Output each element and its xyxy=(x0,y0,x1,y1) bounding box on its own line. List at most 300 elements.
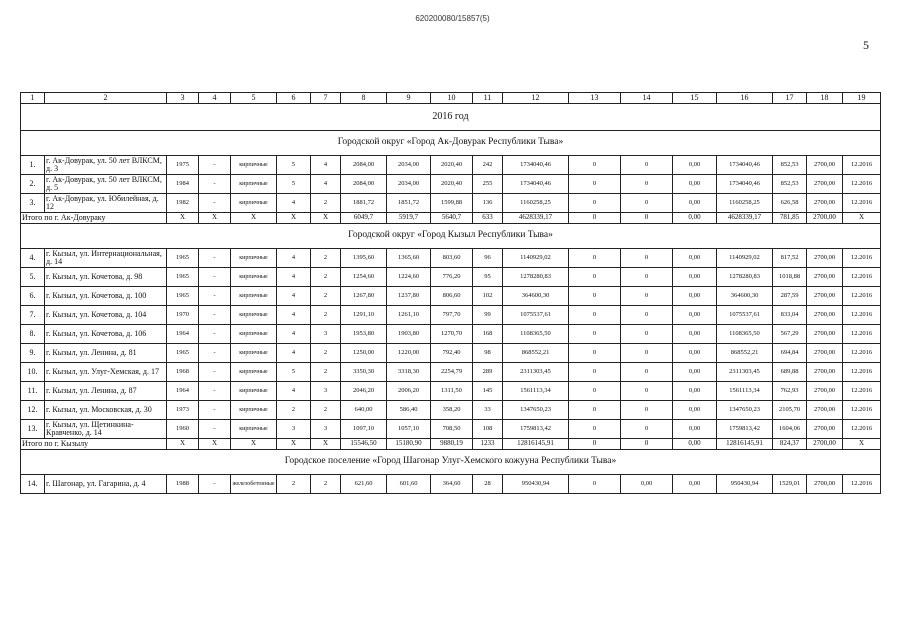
table-cell: - xyxy=(199,475,231,494)
table-cell: 136 xyxy=(473,194,503,213)
table-cell: 776,20 xyxy=(431,268,473,287)
total-cell: 5640,7 xyxy=(431,213,473,224)
table-cell: 4 xyxy=(277,306,311,325)
table-row xyxy=(21,401,881,420)
header-cell: 12 xyxy=(503,93,569,104)
table-cell: 0,00 xyxy=(673,175,717,194)
table-cell: 2700,00 xyxy=(807,363,843,382)
table-cell: г. Кызыл, ул. Кочетова, д. 104 xyxy=(45,306,167,325)
table-cell: - xyxy=(199,344,231,363)
table-cell: 2 xyxy=(277,475,311,494)
table-row xyxy=(21,175,881,194)
table-cell: 0 xyxy=(569,306,621,325)
table-cell: 2046,20 xyxy=(341,382,387,401)
total-cell: X xyxy=(311,213,341,224)
table-cell: 3 xyxy=(277,420,311,439)
total-cell: 781,85 xyxy=(773,213,807,224)
table-cell: 792,40 xyxy=(431,344,473,363)
table-cell: 1965 xyxy=(167,268,199,287)
table-cell: - xyxy=(199,306,231,325)
table-cell: 0 xyxy=(569,194,621,213)
table-cell: 3 xyxy=(311,325,341,344)
table-cell: 1960 xyxy=(167,420,199,439)
table-cell: кирпичные xyxy=(231,249,277,268)
table-cell: 852,53 xyxy=(773,175,807,194)
table-cell: 12.2016 xyxy=(843,401,881,420)
total-cell: X xyxy=(199,439,231,450)
table-cell: 1160258,25 xyxy=(503,194,569,213)
table-cell: 1903,80 xyxy=(387,325,431,344)
total-cell: X xyxy=(277,213,311,224)
table-cell: 0 xyxy=(569,325,621,344)
table-row xyxy=(21,475,881,494)
table-cell: 1261,10 xyxy=(387,306,431,325)
table-cell: 0,00 xyxy=(673,306,717,325)
table-cell: 0,00 xyxy=(621,475,673,494)
table-cell: 12.2016 xyxy=(843,325,881,344)
table-cell: г. Кызыл, ул. Кочетова, д. 106 xyxy=(45,325,167,344)
table-cell: 2700,00 xyxy=(807,156,843,175)
table-cell: 1988 xyxy=(167,475,199,494)
table-cell: 0,00 xyxy=(673,401,717,420)
table-cell: 694,84 xyxy=(773,344,807,363)
table-row xyxy=(21,194,881,213)
table-cell: кирпичные xyxy=(231,363,277,382)
total-label: Итого по г. Ак-Довураку xyxy=(21,213,167,224)
total-cell: X xyxy=(843,213,881,224)
table-cell: 108 xyxy=(473,420,503,439)
table-cell: - xyxy=(199,363,231,382)
section-title: Городское поселение «Город Шагонар Улуг-Хемского кожууна Республики Тыва» xyxy=(21,450,881,475)
table-cell: 1970 xyxy=(167,306,199,325)
table-cell: 168 xyxy=(473,325,503,344)
table-cell: 3 xyxy=(311,382,341,401)
header-cell: 1 xyxy=(21,93,45,104)
table-cell: 4 xyxy=(277,287,311,306)
table-cell: 0 xyxy=(569,287,621,306)
table-cell: 1057,10 xyxy=(387,420,431,439)
table-cell: 0,00 xyxy=(673,420,717,439)
header-cell: 5 xyxy=(231,93,277,104)
table-cell: 14. xyxy=(21,475,45,494)
table-cell: 102 xyxy=(473,287,503,306)
table-row xyxy=(21,268,881,287)
table-cell: 10. xyxy=(21,363,45,382)
table-cell: 33 xyxy=(473,401,503,420)
total-cell: X xyxy=(167,439,199,450)
total-cell: X xyxy=(277,439,311,450)
table-cell: 12.2016 xyxy=(843,475,881,494)
table-cell: 5 xyxy=(277,175,311,194)
table-cell: 1604,06 xyxy=(773,420,807,439)
table-cell: 1965 xyxy=(167,249,199,268)
table-cell: 1347650,23 xyxy=(717,401,773,420)
table-cell: 9. xyxy=(21,344,45,363)
table-cell: г. Кызыл, ул. Ленина, д. 87 xyxy=(45,382,167,401)
section-title: Городской округ «Город Ак-Довурак Республики Тыва» xyxy=(21,131,881,156)
table-cell: 0 xyxy=(569,175,621,194)
table-cell: 567,29 xyxy=(773,325,807,344)
table-cell: 1. xyxy=(21,156,45,175)
table-cell: 762,93 xyxy=(773,382,807,401)
table-cell: 0 xyxy=(621,363,673,382)
table-cell: 0,00 xyxy=(673,475,717,494)
table-cell: 4. xyxy=(21,249,45,268)
table-cell: 1267,80 xyxy=(341,287,387,306)
table-cell: 1968 xyxy=(167,363,199,382)
table-cell: 1982 xyxy=(167,194,199,213)
table-cell: 1108365,50 xyxy=(503,325,569,344)
table-cell: 96 xyxy=(473,249,503,268)
table-cell: - xyxy=(199,268,231,287)
table-cell: г. Кызыл, ул. Кочетова, д. 98 xyxy=(45,268,167,287)
table-cell: 12.2016 xyxy=(843,306,881,325)
header-row xyxy=(21,93,881,104)
table-row xyxy=(21,249,881,268)
total-cell: 9880,19 xyxy=(431,439,473,450)
table-cell: 2084,00 xyxy=(341,156,387,175)
total-cell: 5919,7 xyxy=(387,213,431,224)
table-cell: 0 xyxy=(621,268,673,287)
table-cell: 0 xyxy=(621,156,673,175)
table-cell: 1965 xyxy=(167,344,199,363)
table-cell: кирпичные xyxy=(231,156,277,175)
header-cell: 8 xyxy=(341,93,387,104)
header-cell: 9 xyxy=(387,93,431,104)
table-cell: г. Ак-Довурак, ул. 50 лет ВЛКСМ, д. 5 xyxy=(45,175,167,194)
table-cell: 4 xyxy=(277,344,311,363)
table-cell: 2700,00 xyxy=(807,420,843,439)
table-cell: 1018,88 xyxy=(773,268,807,287)
total-label: Итого по г. Кызылу xyxy=(21,439,167,450)
table-cell: 0 xyxy=(621,401,673,420)
table-cell: 0,00 xyxy=(673,325,717,344)
table-cell: 0 xyxy=(569,401,621,420)
table-row xyxy=(21,325,881,344)
table-cell: 4 xyxy=(277,325,311,344)
table-cell: 2700,00 xyxy=(807,175,843,194)
table-cell: 12.2016 xyxy=(843,194,881,213)
table-cell: 2 xyxy=(311,194,341,213)
table-cell: 12.2016 xyxy=(843,287,881,306)
table-cell: 0 xyxy=(569,156,621,175)
table-cell: кирпичные xyxy=(231,306,277,325)
table-cell: 852,53 xyxy=(773,156,807,175)
total-cell: 12816145,91 xyxy=(717,439,773,450)
table-cell: 3350,30 xyxy=(341,363,387,382)
table-cell: - xyxy=(199,287,231,306)
table-row xyxy=(21,363,881,382)
table-cell: 0 xyxy=(569,382,621,401)
table-cell: 1759813,42 xyxy=(503,420,569,439)
table-cell: 2006,20 xyxy=(387,382,431,401)
table-cell: 2 xyxy=(277,401,311,420)
table-cell: 12. xyxy=(21,401,45,420)
table-cell: г. Кызыл, ул. Московская, д. 30 xyxy=(45,401,167,420)
table-cell: 2 xyxy=(311,268,341,287)
housing-repair-table xyxy=(20,92,881,494)
table-cell: 242 xyxy=(473,156,503,175)
header-cell: 18 xyxy=(807,93,843,104)
table-cell: 1759813,42 xyxy=(717,420,773,439)
table-cell: 95 xyxy=(473,268,503,287)
table-cell: 287,59 xyxy=(773,287,807,306)
table-cell: 4 xyxy=(311,156,341,175)
table-cell: 0,00 xyxy=(673,156,717,175)
table-cell: 2700,00 xyxy=(807,306,843,325)
total-cell: 4628339,17 xyxy=(717,213,773,224)
table-cell: 2084,00 xyxy=(341,175,387,194)
table-cell: 358,20 xyxy=(431,401,473,420)
table-cell: 98 xyxy=(473,344,503,363)
table-cell: 4 xyxy=(311,175,341,194)
table-cell: 1108365,50 xyxy=(717,325,773,344)
table-cell: - xyxy=(199,401,231,420)
table-cell: 13. xyxy=(21,420,45,439)
table-cell: кирпичные xyxy=(231,268,277,287)
table-cell: 5 xyxy=(277,363,311,382)
table-cell: 2034,00 xyxy=(387,156,431,175)
table-cell: 0 xyxy=(569,475,621,494)
table-cell: 868552,21 xyxy=(503,344,569,363)
table-cell: г. Кызыл, ул. Интернациональная, д. 14 xyxy=(45,249,167,268)
table-cell: 2 xyxy=(311,344,341,363)
table-cell: 11. xyxy=(21,382,45,401)
header-cell: 19 xyxy=(843,93,881,104)
header-cell: 10 xyxy=(431,93,473,104)
total-cell: X xyxy=(231,213,277,224)
table-cell: кирпичные xyxy=(231,344,277,363)
table-cell: 1224,60 xyxy=(387,268,431,287)
total-cell: 0 xyxy=(569,213,621,224)
table-cell: 12.2016 xyxy=(843,156,881,175)
header-cell: 6 xyxy=(277,93,311,104)
table-cell: 0 xyxy=(621,287,673,306)
table-cell: 364600,30 xyxy=(717,287,773,306)
table-cell: 364600,30 xyxy=(503,287,569,306)
table-cell: 2700,00 xyxy=(807,287,843,306)
table-cell: 833,04 xyxy=(773,306,807,325)
table-cell: 1953,80 xyxy=(341,325,387,344)
table-cell: 1250,00 xyxy=(341,344,387,363)
table-cell: 5. xyxy=(21,268,45,287)
table-cell: 6. xyxy=(21,287,45,306)
table-cell: 364,60 xyxy=(431,475,473,494)
table-cell: 2700,00 xyxy=(807,382,843,401)
table-cell: 1291,10 xyxy=(341,306,387,325)
table-cell: 5 xyxy=(277,156,311,175)
table-cell: 2311303,45 xyxy=(717,363,773,382)
table-cell: - xyxy=(199,194,231,213)
page-number: 5 xyxy=(863,38,869,52)
table-cell: 586,40 xyxy=(387,401,431,420)
table-cell: - xyxy=(199,382,231,401)
table-cell: 2700,00 xyxy=(807,475,843,494)
table-cell: 2700,00 xyxy=(807,325,843,344)
table-cell: 803,60 xyxy=(431,249,473,268)
total-cell: 15180,90 xyxy=(387,439,431,450)
table-cell: 12.2016 xyxy=(843,268,881,287)
total-cell: 633 xyxy=(473,213,503,224)
table-cell: 3318,30 xyxy=(387,363,431,382)
total-cell: X xyxy=(843,439,881,450)
table-cell: 12.2016 xyxy=(843,420,881,439)
table-cell: 2034,00 xyxy=(387,175,431,194)
table-cell: 7. xyxy=(21,306,45,325)
table-cell: 0 xyxy=(621,249,673,268)
table-cell: 0,00 xyxy=(673,344,717,363)
table-cell: 0 xyxy=(621,175,673,194)
table-cell: 4 xyxy=(277,268,311,287)
table-cell: г. Кызыл, ул. Кочетова, д. 100 xyxy=(45,287,167,306)
table-cell: 1881,72 xyxy=(341,194,387,213)
table-cell: 12.2016 xyxy=(843,175,881,194)
table-cell: 99 xyxy=(473,306,503,325)
total-row xyxy=(21,439,881,450)
table-cell: 1964 xyxy=(167,382,199,401)
table-cell: 0,00 xyxy=(673,287,717,306)
total-cell: X xyxy=(199,213,231,224)
table-cell: 1311,50 xyxy=(431,382,473,401)
table-cell: 1561113,34 xyxy=(717,382,773,401)
table-row xyxy=(21,287,881,306)
table-cell: 0 xyxy=(569,420,621,439)
table-cell: кирпичные xyxy=(231,420,277,439)
table-cell: 806,60 xyxy=(431,287,473,306)
table-cell: - xyxy=(199,325,231,344)
table-cell: 1973 xyxy=(167,401,199,420)
table-cell: 868552,21 xyxy=(717,344,773,363)
table-cell: 2 xyxy=(311,475,341,494)
table-cell: 2020,40 xyxy=(431,156,473,175)
table-cell: - xyxy=(199,249,231,268)
table-cell: г. Ак-Довурак, ул. 50 лет ВЛКСМ, д. 3 xyxy=(45,156,167,175)
table-cell: 626,58 xyxy=(773,194,807,213)
table-cell: 2105,70 xyxy=(773,401,807,420)
table-cell: 1347650,23 xyxy=(503,401,569,420)
table-cell: 2 xyxy=(311,363,341,382)
total-cell: 0,00 xyxy=(673,213,717,224)
table-cell: 0,00 xyxy=(673,249,717,268)
table-cell: 1075537,61 xyxy=(717,306,773,325)
table-cell: 1278280,83 xyxy=(503,268,569,287)
table-cell: 817,52 xyxy=(773,249,807,268)
table-cell: кирпичные xyxy=(231,325,277,344)
table-cell: 0 xyxy=(621,325,673,344)
header-cell: 16 xyxy=(717,93,773,104)
total-cell: 12816145,91 xyxy=(503,439,569,450)
table-cell: г. Шагонар, ул. Гагарина, д. 4 xyxy=(45,475,167,494)
table-cell: кирпичные xyxy=(231,382,277,401)
table-cell: 0 xyxy=(621,420,673,439)
table-cell: 2. xyxy=(21,175,45,194)
table-cell: 255 xyxy=(473,175,503,194)
total-cell: 0 xyxy=(621,213,673,224)
table-cell: 0 xyxy=(621,194,673,213)
table-cell: - xyxy=(199,420,231,439)
table-cell: 1734040,46 xyxy=(717,175,773,194)
table-cell: 2700,00 xyxy=(807,249,843,268)
total-cell: 2700,00 xyxy=(807,213,843,224)
table-row xyxy=(21,344,881,363)
header-cell: 11 xyxy=(473,93,503,104)
table-cell: 1734040,46 xyxy=(717,156,773,175)
section-row xyxy=(21,450,881,475)
total-cell: 6049,7 xyxy=(341,213,387,224)
table-cell: 1965 xyxy=(167,287,199,306)
total-row xyxy=(21,213,881,224)
table-cell: 1160258,25 xyxy=(717,194,773,213)
table-cell: 2700,00 xyxy=(807,268,843,287)
table-row xyxy=(21,382,881,401)
section-row xyxy=(21,131,881,156)
table-cell: г. Кызыл, ул. Ленина, д. 81 xyxy=(45,344,167,363)
table-cell: 689,88 xyxy=(773,363,807,382)
header-cell: 7 xyxy=(311,93,341,104)
table-cell: 0,00 xyxy=(673,363,717,382)
table-cell: 0 xyxy=(569,363,621,382)
table-cell: 1964 xyxy=(167,325,199,344)
total-cell: 1233 xyxy=(473,439,503,450)
section-row xyxy=(21,224,881,249)
table-cell: 1140929,02 xyxy=(717,249,773,268)
table-cell: 0 xyxy=(569,249,621,268)
total-cell: 0 xyxy=(569,439,621,450)
header-cell: 14 xyxy=(621,93,673,104)
table-cell: 1734040,46 xyxy=(503,156,569,175)
table-cell: 1599,88 xyxy=(431,194,473,213)
document-id: 620200080/15857(5) xyxy=(415,14,490,23)
header-cell: 3 xyxy=(167,93,199,104)
table-cell: 0 xyxy=(569,268,621,287)
table-cell: 0 xyxy=(621,344,673,363)
table-cell: г. Кызыл, ул. Щетинкина-Кравченко, д. 14 xyxy=(45,420,167,439)
total-cell: 824,37 xyxy=(773,439,807,450)
table-cell: 1097,10 xyxy=(341,420,387,439)
table-cell: 12.2016 xyxy=(843,249,881,268)
table-cell: 2311303,45 xyxy=(503,363,569,382)
table-cell: 0 xyxy=(621,382,673,401)
total-cell: X xyxy=(167,213,199,224)
table-cell: 1075537,61 xyxy=(503,306,569,325)
table-cell: 1220,00 xyxy=(387,344,431,363)
table-cell: 0,00 xyxy=(673,194,717,213)
section-title: Городской округ «Город Кызыл Республики Тыва» xyxy=(21,224,881,249)
table-cell: 289 xyxy=(473,363,503,382)
table-cell: кирпичные xyxy=(231,175,277,194)
table-cell: 2254,79 xyxy=(431,363,473,382)
table-cell: 0,00 xyxy=(673,382,717,401)
table-cell: 2 xyxy=(311,401,341,420)
table-cell: 1278280,83 xyxy=(717,268,773,287)
table-cell: 4 xyxy=(277,249,311,268)
table-cell: кирпичные xyxy=(231,287,277,306)
table-cell: 2 xyxy=(311,306,341,325)
total-cell: 4628339,17 xyxy=(503,213,569,224)
table-cell: 950430,94 xyxy=(717,475,773,494)
header-cell: 15 xyxy=(673,93,717,104)
table-cell: 601,60 xyxy=(387,475,431,494)
header-cell: 13 xyxy=(569,93,621,104)
table-cell: 8. xyxy=(21,325,45,344)
table-cell: 28 xyxy=(473,475,503,494)
header-cell: 2 xyxy=(45,93,167,104)
total-cell: X xyxy=(231,439,277,450)
table-cell: 1365,60 xyxy=(387,249,431,268)
table-cell: 708,50 xyxy=(431,420,473,439)
table-cell: 1395,60 xyxy=(341,249,387,268)
table-cell: 2 xyxy=(311,249,341,268)
